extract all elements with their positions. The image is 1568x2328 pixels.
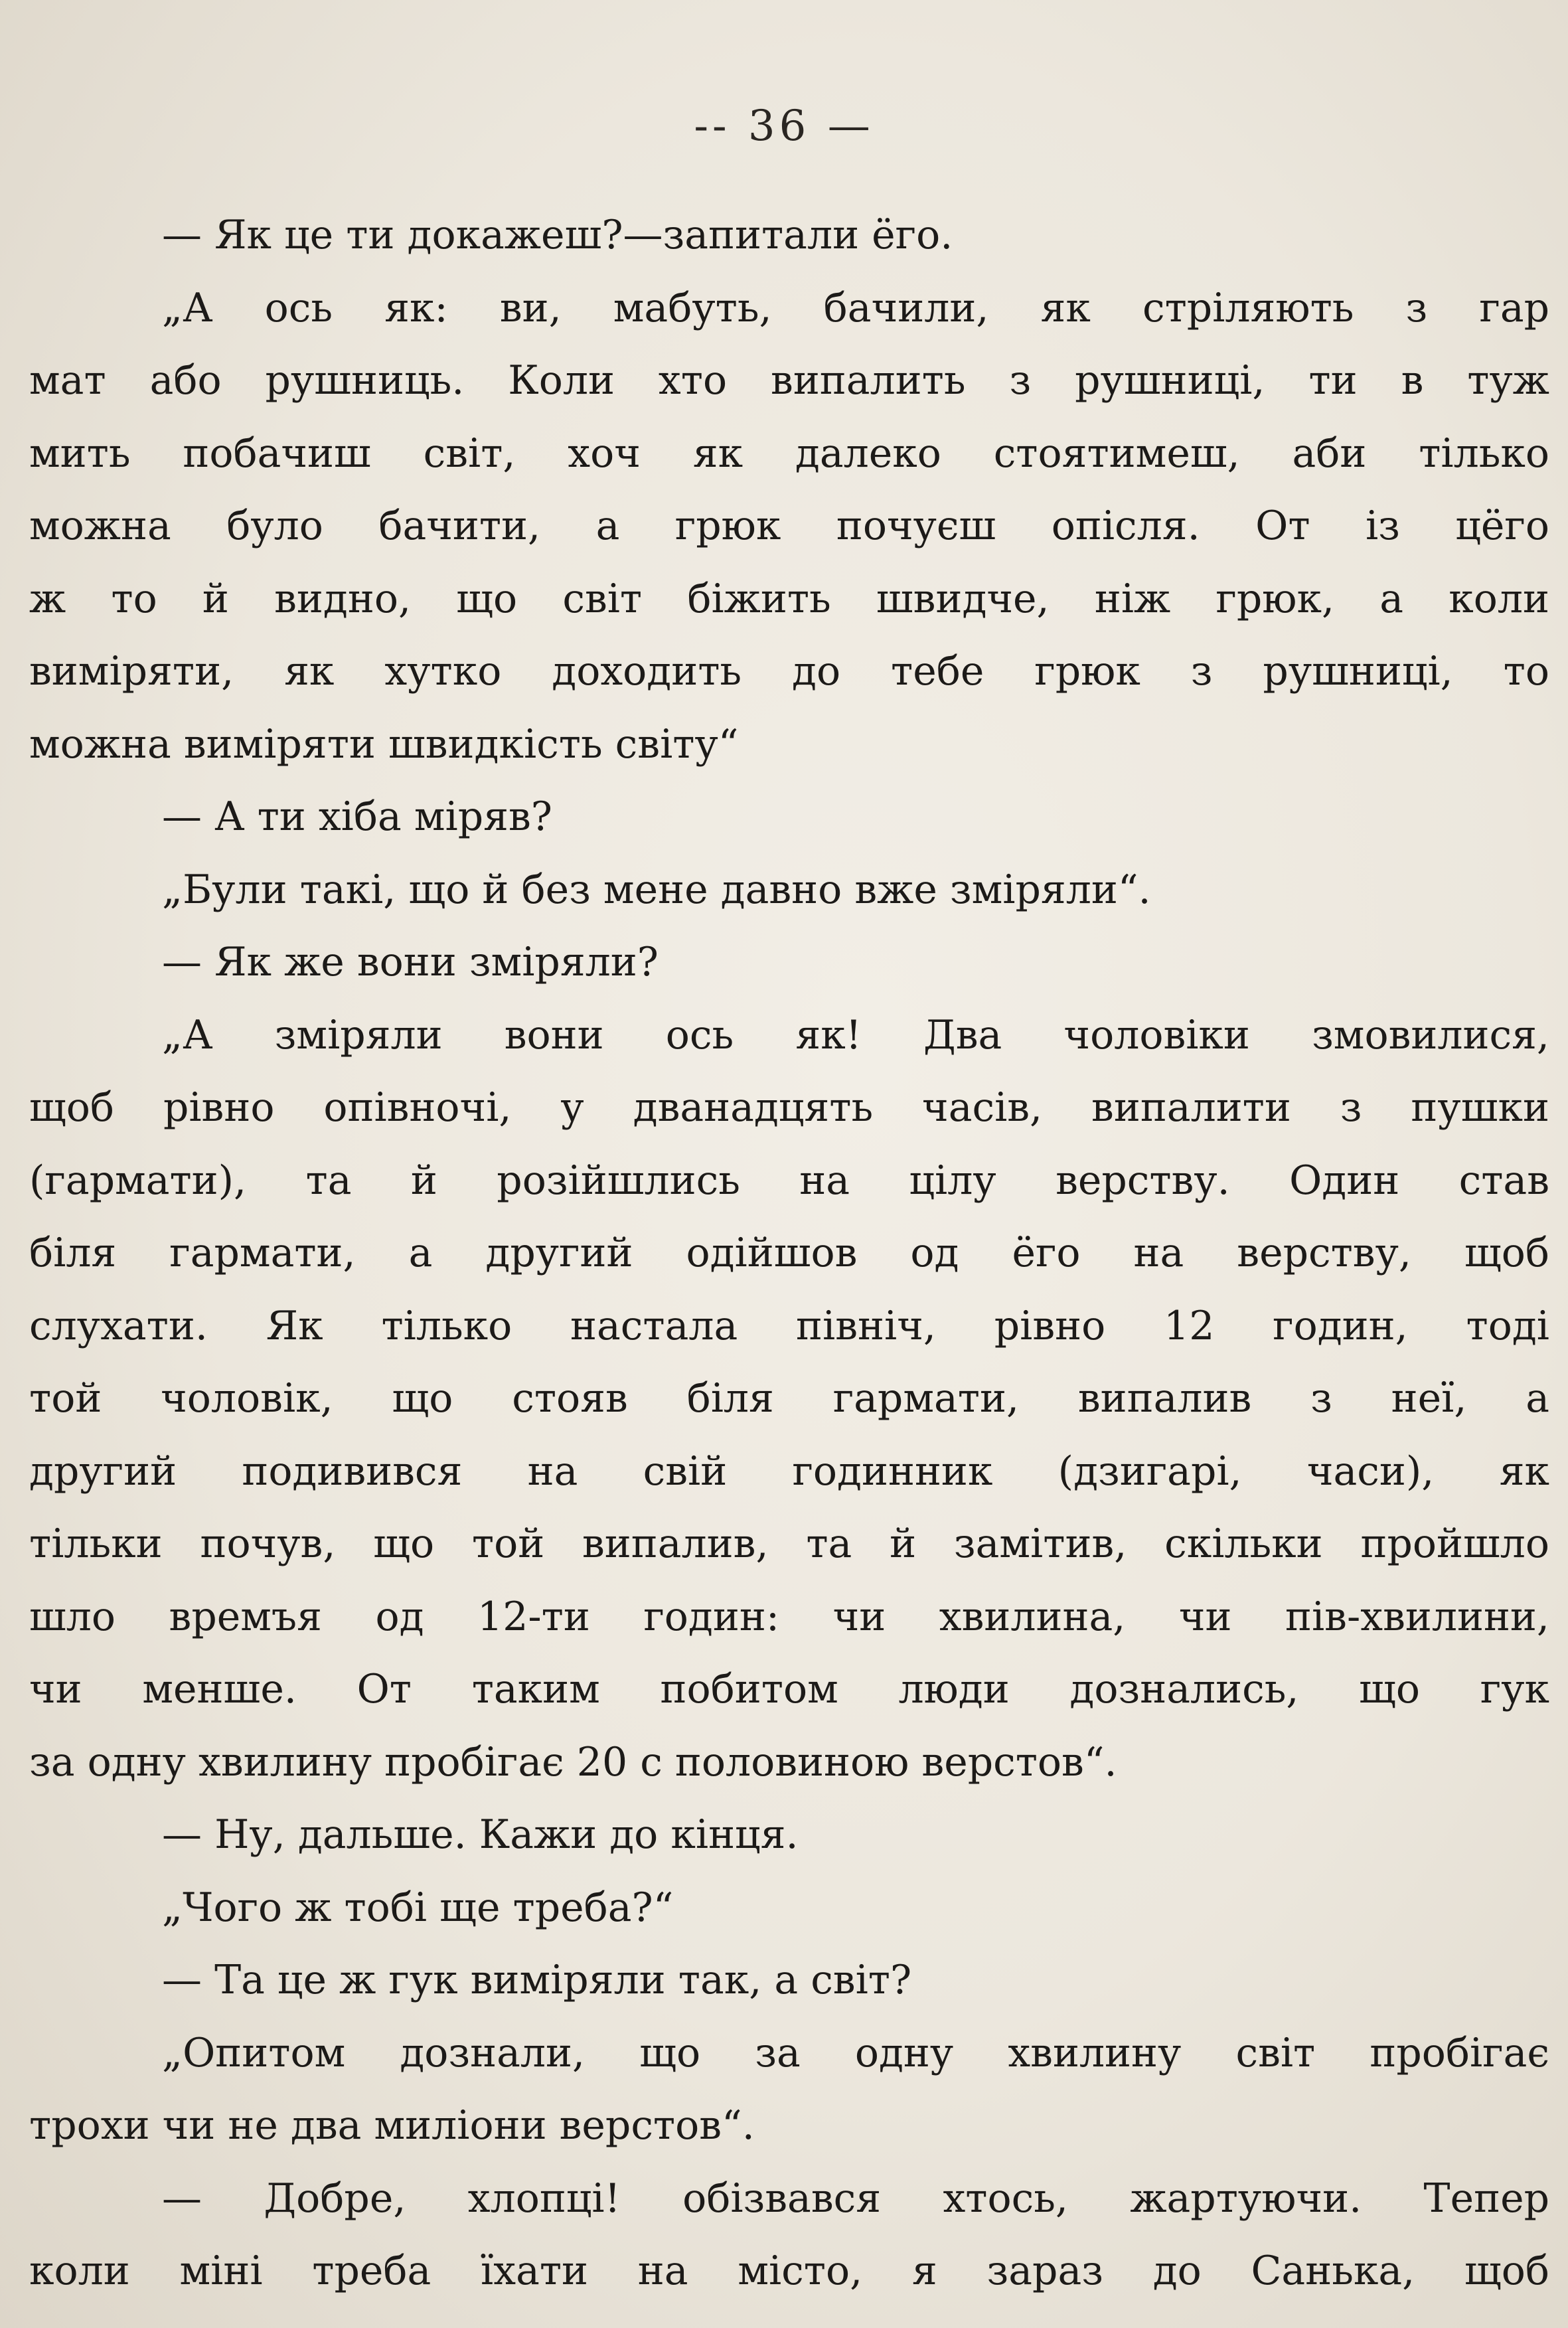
- page-text: [29, 199, 1549, 2308]
- text-line: — Та це ж гук виміряли так, а світ?: [162, 1957, 912, 2003]
- text-line: — Як це ти докажеш?—запитали ёго.: [162, 212, 953, 258]
- text-line: той чоловік, що стояв біля гармати, випалив з неї, а: [29, 1375, 1549, 1422]
- text-line: коли міні треба їхати на місто, я зараз до Санька, щоб: [29, 2248, 1549, 2294]
- text-line: другий подивився на свій годинник (дзигарі, часи), як: [29, 1448, 1549, 1495]
- text-line: — А ти хіба міряв?: [162, 793, 552, 840]
- text-line: щоб рівно опівночі, у дванадцять часів, випалити з пушки: [29, 1084, 1549, 1131]
- text-line: „Були такі, що й без мене давно вже зміряли“.: [162, 866, 1151, 913]
- text-line: „Опитом дознали, що за одну хвилину світ пробігає: [162, 2029, 1549, 2076]
- text-line: трохи чи не два миліони верстов“.: [29, 2102, 755, 2149]
- text-line: виміряти, як хутко доходить до тебе грюк з рушниці, то: [29, 648, 1549, 695]
- text-line: „Чого ж тобі ще треба?“: [162, 1884, 674, 1931]
- text-line: біля гармати, а другий одійшов од ёго на верству, щоб: [29, 1230, 1549, 1276]
- text-line: — Добре, хлопці! обізвався хтось, жартуючи. Тепер: [162, 2175, 1549, 2222]
- page-number: -- 36 —: [694, 102, 874, 151]
- text-line: чи менше. От таким побитом люди дознались, що гук: [29, 1666, 1549, 1712]
- text-line: — Як же вони зміряли?: [162, 939, 659, 985]
- text-line: можна виміряти швидкість світу“: [29, 720, 739, 768]
- text-line: ж то й видно, що світ біжить швидче, ніж грюк, а коли: [29, 575, 1549, 622]
- text-line: „А ось як: ви, мабуть, бачили, як стріляють з гар: [162, 284, 1549, 331]
- text-line: — Ну, дальше. Кажи до кінця.: [162, 1811, 799, 1858]
- text-line: можна було бачити, а грюк почуєш опісля. От із цёго: [29, 503, 1549, 549]
- text-line: слухати. Як тілько настала північ, рівно 12 годин, тоді: [29, 1302, 1549, 1349]
- text-line: мить побачиш світ, хоч як далеко стоятимеш, аби тілько: [29, 430, 1549, 477]
- text-line: тільки почув, що той випалив, та й замітив, скільки пройшло: [29, 1521, 1549, 1567]
- text-line: мат або рушниць. Коли хто випалить з рушниці, ти в туж: [29, 357, 1549, 404]
- text-line: (гармати), та й розійшлись на цілу верству. Один став: [29, 1157, 1549, 1204]
- text-line: „А зміряли вони ось як! Два чоловіки змовилися,: [162, 1011, 1549, 1058]
- text-line: за одну хвилину пробігає 20 с половиною верстов“.: [29, 1738, 1117, 1786]
- text-line: шло времъя од 12-ти годин: чи хвилина, чи пів-хвилини,: [29, 1593, 1549, 1640]
